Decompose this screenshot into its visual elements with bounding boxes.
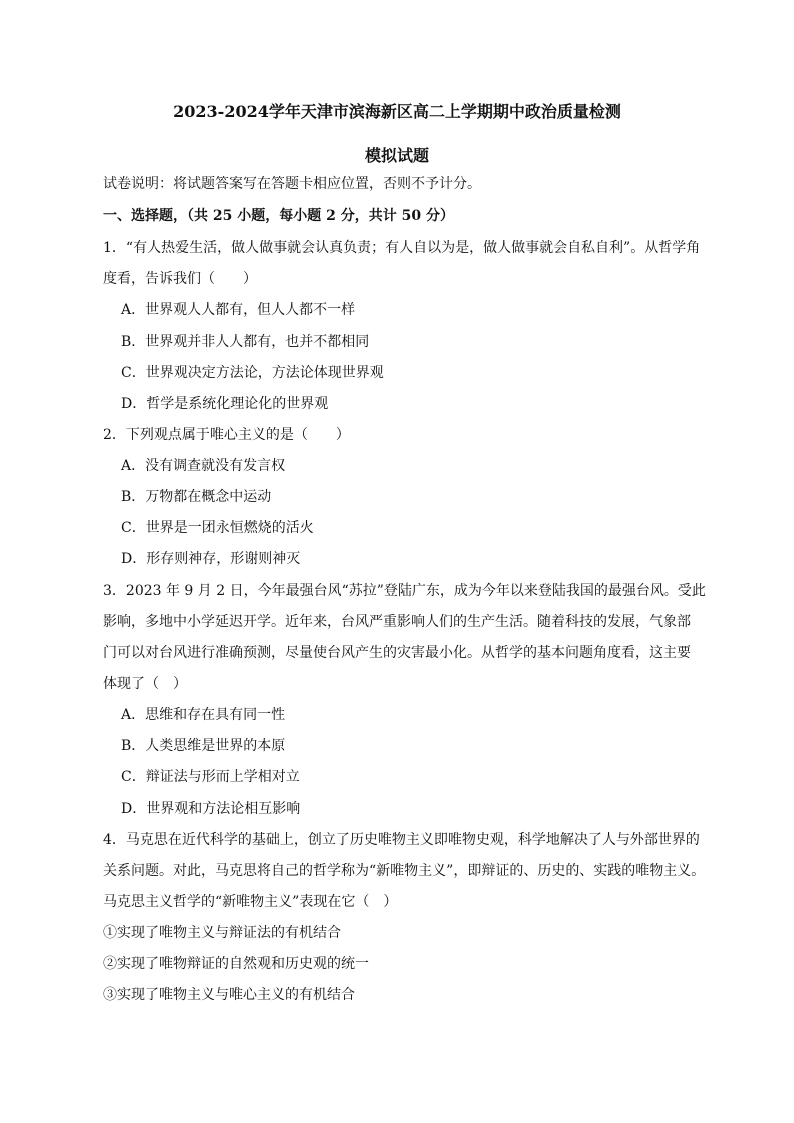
- question-3-option-a: A．思维和存在具有同一性: [121, 707, 286, 723]
- exam-title: 2023-2024学年天津市滨海新区高二上学期期中政治质量检测: [173, 102, 621, 121]
- question-2-option-c: C．世界是一团永恒燃烧的活火: [121, 520, 314, 536]
- question-2-stem: 2．下列观点属于唯心主义的是（ ）: [103, 427, 350, 443]
- question-3-option-b: B．人类思维是世界的本原: [121, 738, 286, 754]
- question-4-statement-3: ③实现了唯物主义与唯心主义的有机结合: [103, 987, 355, 1003]
- section-heading: 一、选择题，（共 25 小题，每小题 2 分，共计 50 分）: [103, 208, 454, 224]
- question-4-statement-2: ②实现了唯物辩证的自然观和历史观的统一: [103, 956, 369, 972]
- question-1-stem: 度看，告诉我们（ ）: [103, 271, 257, 287]
- question-2-option-b: B．万物都在概念中运动: [121, 489, 272, 505]
- question-4-stem: 4．马克思在近代科学的基础上，创立了历史唯物主义即唯物史观，科学地解决了人与外部世界的: [103, 832, 700, 848]
- question-4-statement-1: ①实现了唯物主义与辩证法的有机结合: [103, 925, 341, 941]
- question-2-option-a: A．没有调查就没有发言权: [121, 458, 286, 474]
- exam-subtitle: 模拟试题: [364, 146, 429, 165]
- question-1-stem: 1．“有人热爱生活，做人做事就会认真负责；有人自以为是，做人做事就会自私自利”。从哲学角: [103, 240, 701, 256]
- question-3-option-c: C．辩证法与形而上学相对立: [121, 769, 300, 785]
- question-2-option-d: D．形存则神存，形谢则神灭: [121, 551, 301, 567]
- question-4-stem: 关系问题。对此，马克思将自己的哲学称为“新唯物主义”，即辩证的、历史的、实践的唯物主义。: [103, 863, 706, 879]
- question-1-option-d: D．哲学是系统化理论化的世界观: [121, 396, 329, 412]
- question-3-stem: 体现了（ ）: [103, 676, 187, 692]
- question-1-option-b: B．世界观并非人人都有，也并不都相同: [121, 334, 370, 350]
- question-3-stem: 门可以对台风进行准确预测，尽量使台风产生的灾害最小化。从哲学的基本问题角度看，这主要: [103, 645, 691, 661]
- question-3-stem: 3．2023 年 9 月 2 日，今年最强台风“苏拉”登陆广东，成为今年以来登陆我国的最强台风。受此: [103, 583, 706, 599]
- question-3-stem: 影响，多地中小学延迟开学。近年来，台风严重影响人们的生产生活。随着科技的发展，气象部: [103, 614, 691, 630]
- question-1-option-a: A．世界观人人都有，但人人都不一样: [121, 302, 356, 318]
- question-1-option-c: C．世界观决定方法论，方法论体现世界观: [121, 365, 384, 381]
- question-3-option-d: D．世界观和方法论相互影响: [121, 801, 301, 817]
- question-4-stem: 马克思主义哲学的“新唯物主义”表现在它（ ）: [103, 894, 398, 910]
- exam-instructions: 试卷说明：将试题答案写在答题卡相应位置，否则不予计分。: [103, 176, 481, 192]
